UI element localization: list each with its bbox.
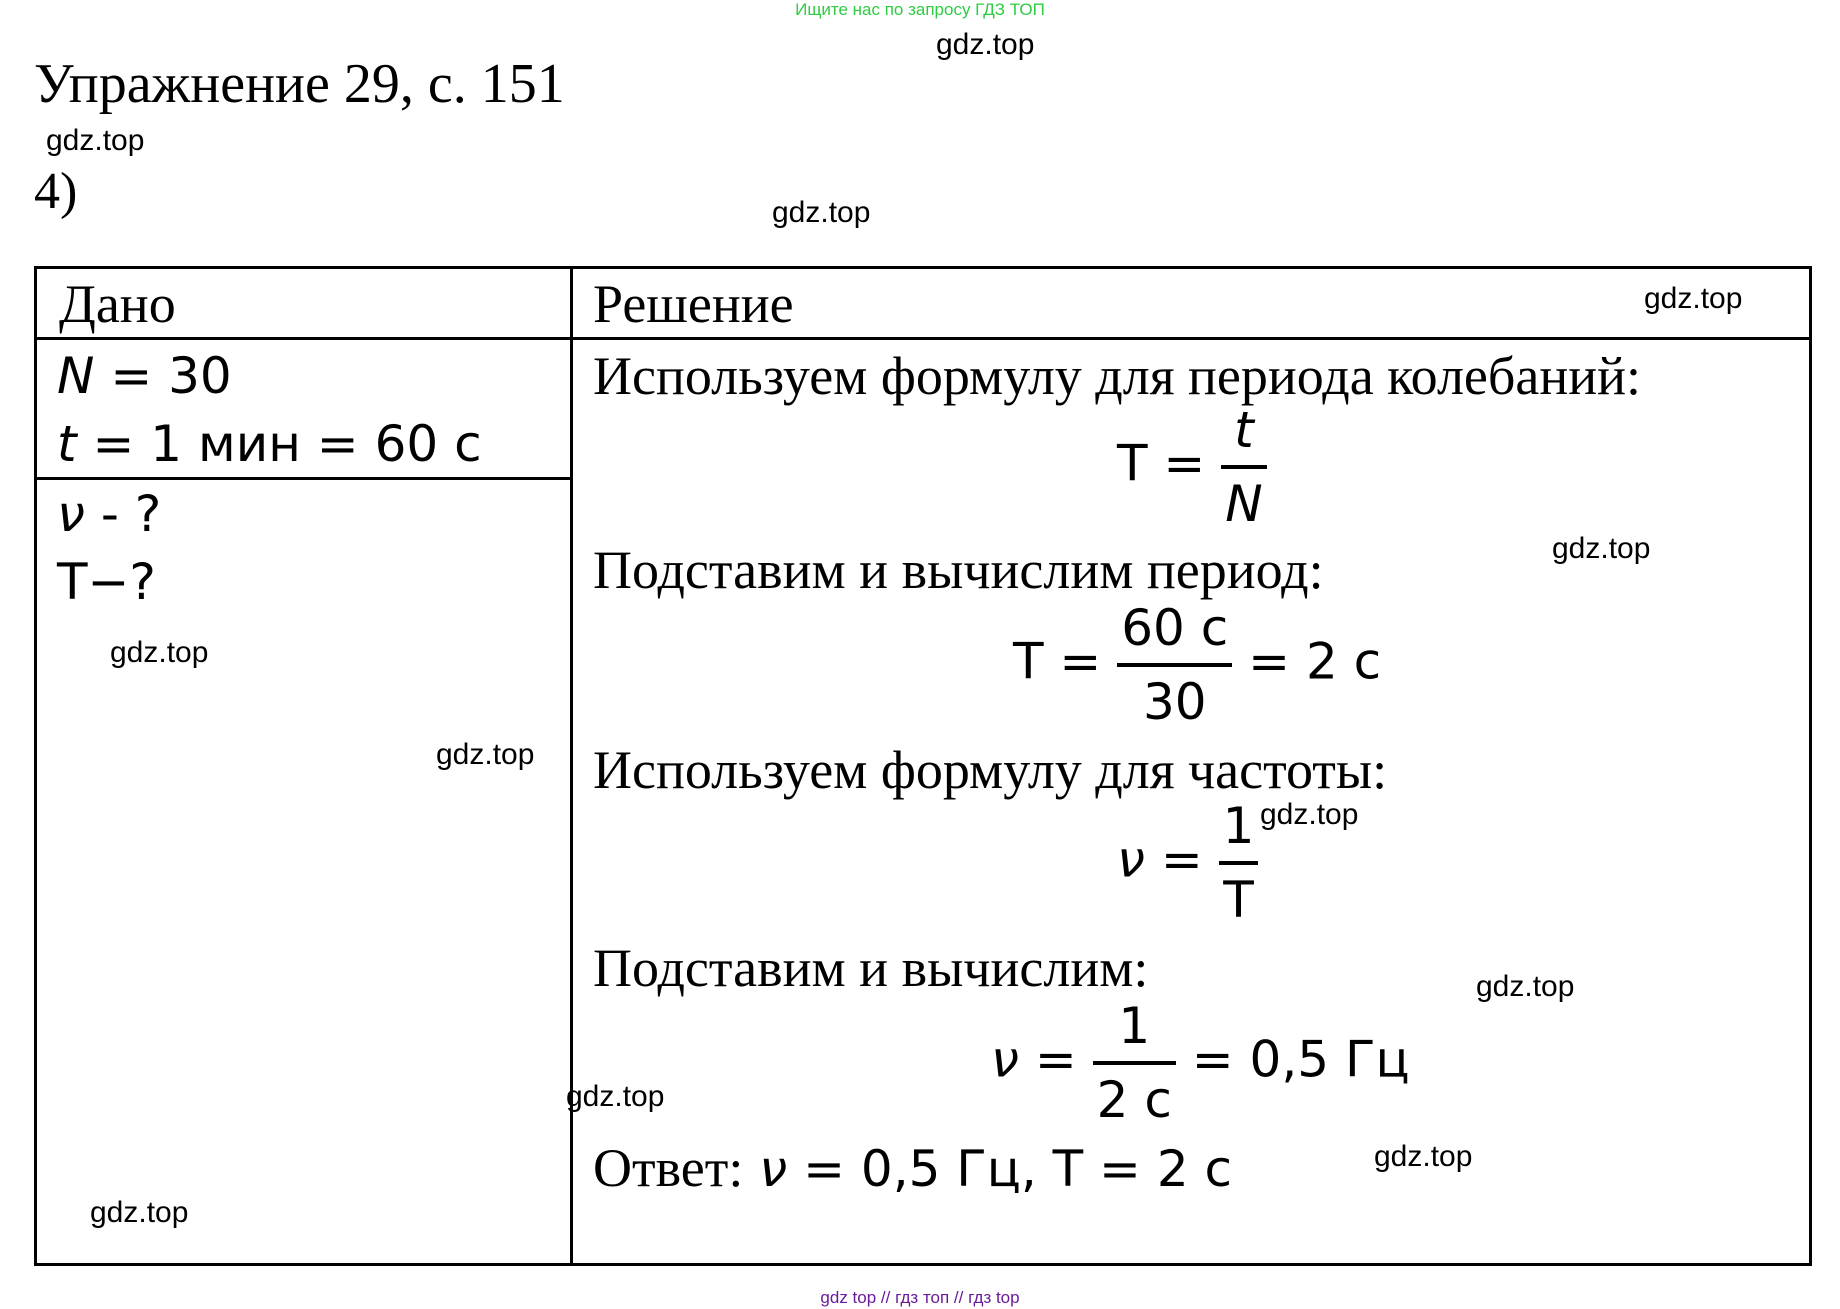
search-hint-banner[interactable]: Ищите нас по запросу ГДЗ ТОП	[795, 0, 1045, 19]
formula-frequency-var: ν	[1117, 830, 1145, 889]
given-divider	[37, 477, 572, 480]
solution-line-2: Подставим и вычислим период:	[593, 540, 1324, 600]
given-n	[57, 347, 232, 405]
formula-frequency-calc-num: 1	[1118, 997, 1151, 1055]
find-nu-label: - ?	[84, 485, 162, 543]
watermark: gdz.top	[566, 1080, 665, 1113]
find-frequency	[57, 485, 161, 543]
formula-period-calc-fraction	[1117, 599, 1232, 731]
answer-value: = 0,5 Гц, Т = 2 с	[803, 1140, 1233, 1198]
given-t-value: = 1 мин = 60 с	[92, 415, 482, 473]
watermark: gdz.top	[110, 636, 209, 669]
watermark: gdz.top	[436, 738, 535, 771]
formula-frequency-fraction	[1219, 797, 1259, 929]
watermark: gdz.top	[1552, 532, 1651, 565]
given-t	[57, 415, 482, 473]
answer-var: ν	[759, 1140, 788, 1198]
watermark: gdz.top	[1260, 798, 1359, 831]
given-n-value: = 30	[110, 347, 232, 405]
watermark: gdz.top	[772, 196, 871, 229]
part-number: 4)	[34, 163, 78, 220]
watermark: gdz.top	[90, 1196, 189, 1229]
given-header: Дано	[59, 274, 176, 334]
find-nu-var: ν	[57, 485, 85, 543]
formula-period-calc-den: 30	[1142, 673, 1207, 731]
formula-period-lhs: Т =	[1117, 434, 1206, 493]
formula-period	[1117, 401, 1267, 533]
solution-line-3: Используем формулу для частоты:	[593, 740, 1388, 800]
formula-period-calc	[1013, 599, 1381, 731]
formula-frequency	[1117, 797, 1258, 929]
answer-label: Ответ:	[593, 1138, 744, 1198]
formula-frequency-calc-rhs: = 0,5 Гц	[1191, 1030, 1410, 1089]
formula-period-den: N	[1225, 475, 1263, 533]
find-period: Т−?	[57, 553, 156, 611]
formula-frequency-calc-var: ν	[991, 1030, 1019, 1089]
solution-line-4: Подставим и вычислим:	[593, 938, 1149, 998]
watermark: gdz.top	[936, 28, 1035, 61]
formula-frequency-calc	[991, 997, 1410, 1129]
formula-frequency-calc-fraction	[1093, 997, 1176, 1129]
formula-frequency-calc-den: 2 с	[1096, 1071, 1172, 1129]
formula-period-calc-lhs: Т =	[1013, 632, 1102, 691]
formula-period-calc-num: 60 с	[1121, 599, 1229, 657]
watermark: gdz.top	[46, 124, 145, 157]
formula-period-fraction	[1221, 401, 1266, 533]
formula-frequency-eq: =	[1160, 830, 1203, 889]
watermark: gdz.top	[1644, 282, 1743, 315]
formula-frequency-den: Т	[1223, 871, 1254, 929]
footer-banner[interactable]: gdz top // гдз топ // гдз top	[820, 1288, 1020, 1307]
watermark: gdz.top	[1374, 1140, 1473, 1173]
formula-period-num: t	[1234, 401, 1254, 459]
solution-header: Решение	[593, 274, 794, 334]
exercise-title: Упражнение 29, с. 151	[34, 53, 565, 115]
formula-period-calc-rhs: = 2 с	[1248, 632, 1382, 691]
given-t-var: t	[57, 415, 77, 473]
formula-frequency-calc-eq: =	[1034, 1030, 1077, 1089]
solution-line-1: Используем формулу для периода колебаний:	[593, 346, 1642, 406]
formula-frequency-num: 1	[1222, 797, 1255, 855]
header-divider	[37, 337, 1809, 340]
answer-line	[593, 1137, 1232, 1199]
watermark: gdz.top	[1476, 970, 1575, 1003]
solution-table	[34, 266, 1812, 1266]
given-n-var: N	[57, 347, 95, 405]
